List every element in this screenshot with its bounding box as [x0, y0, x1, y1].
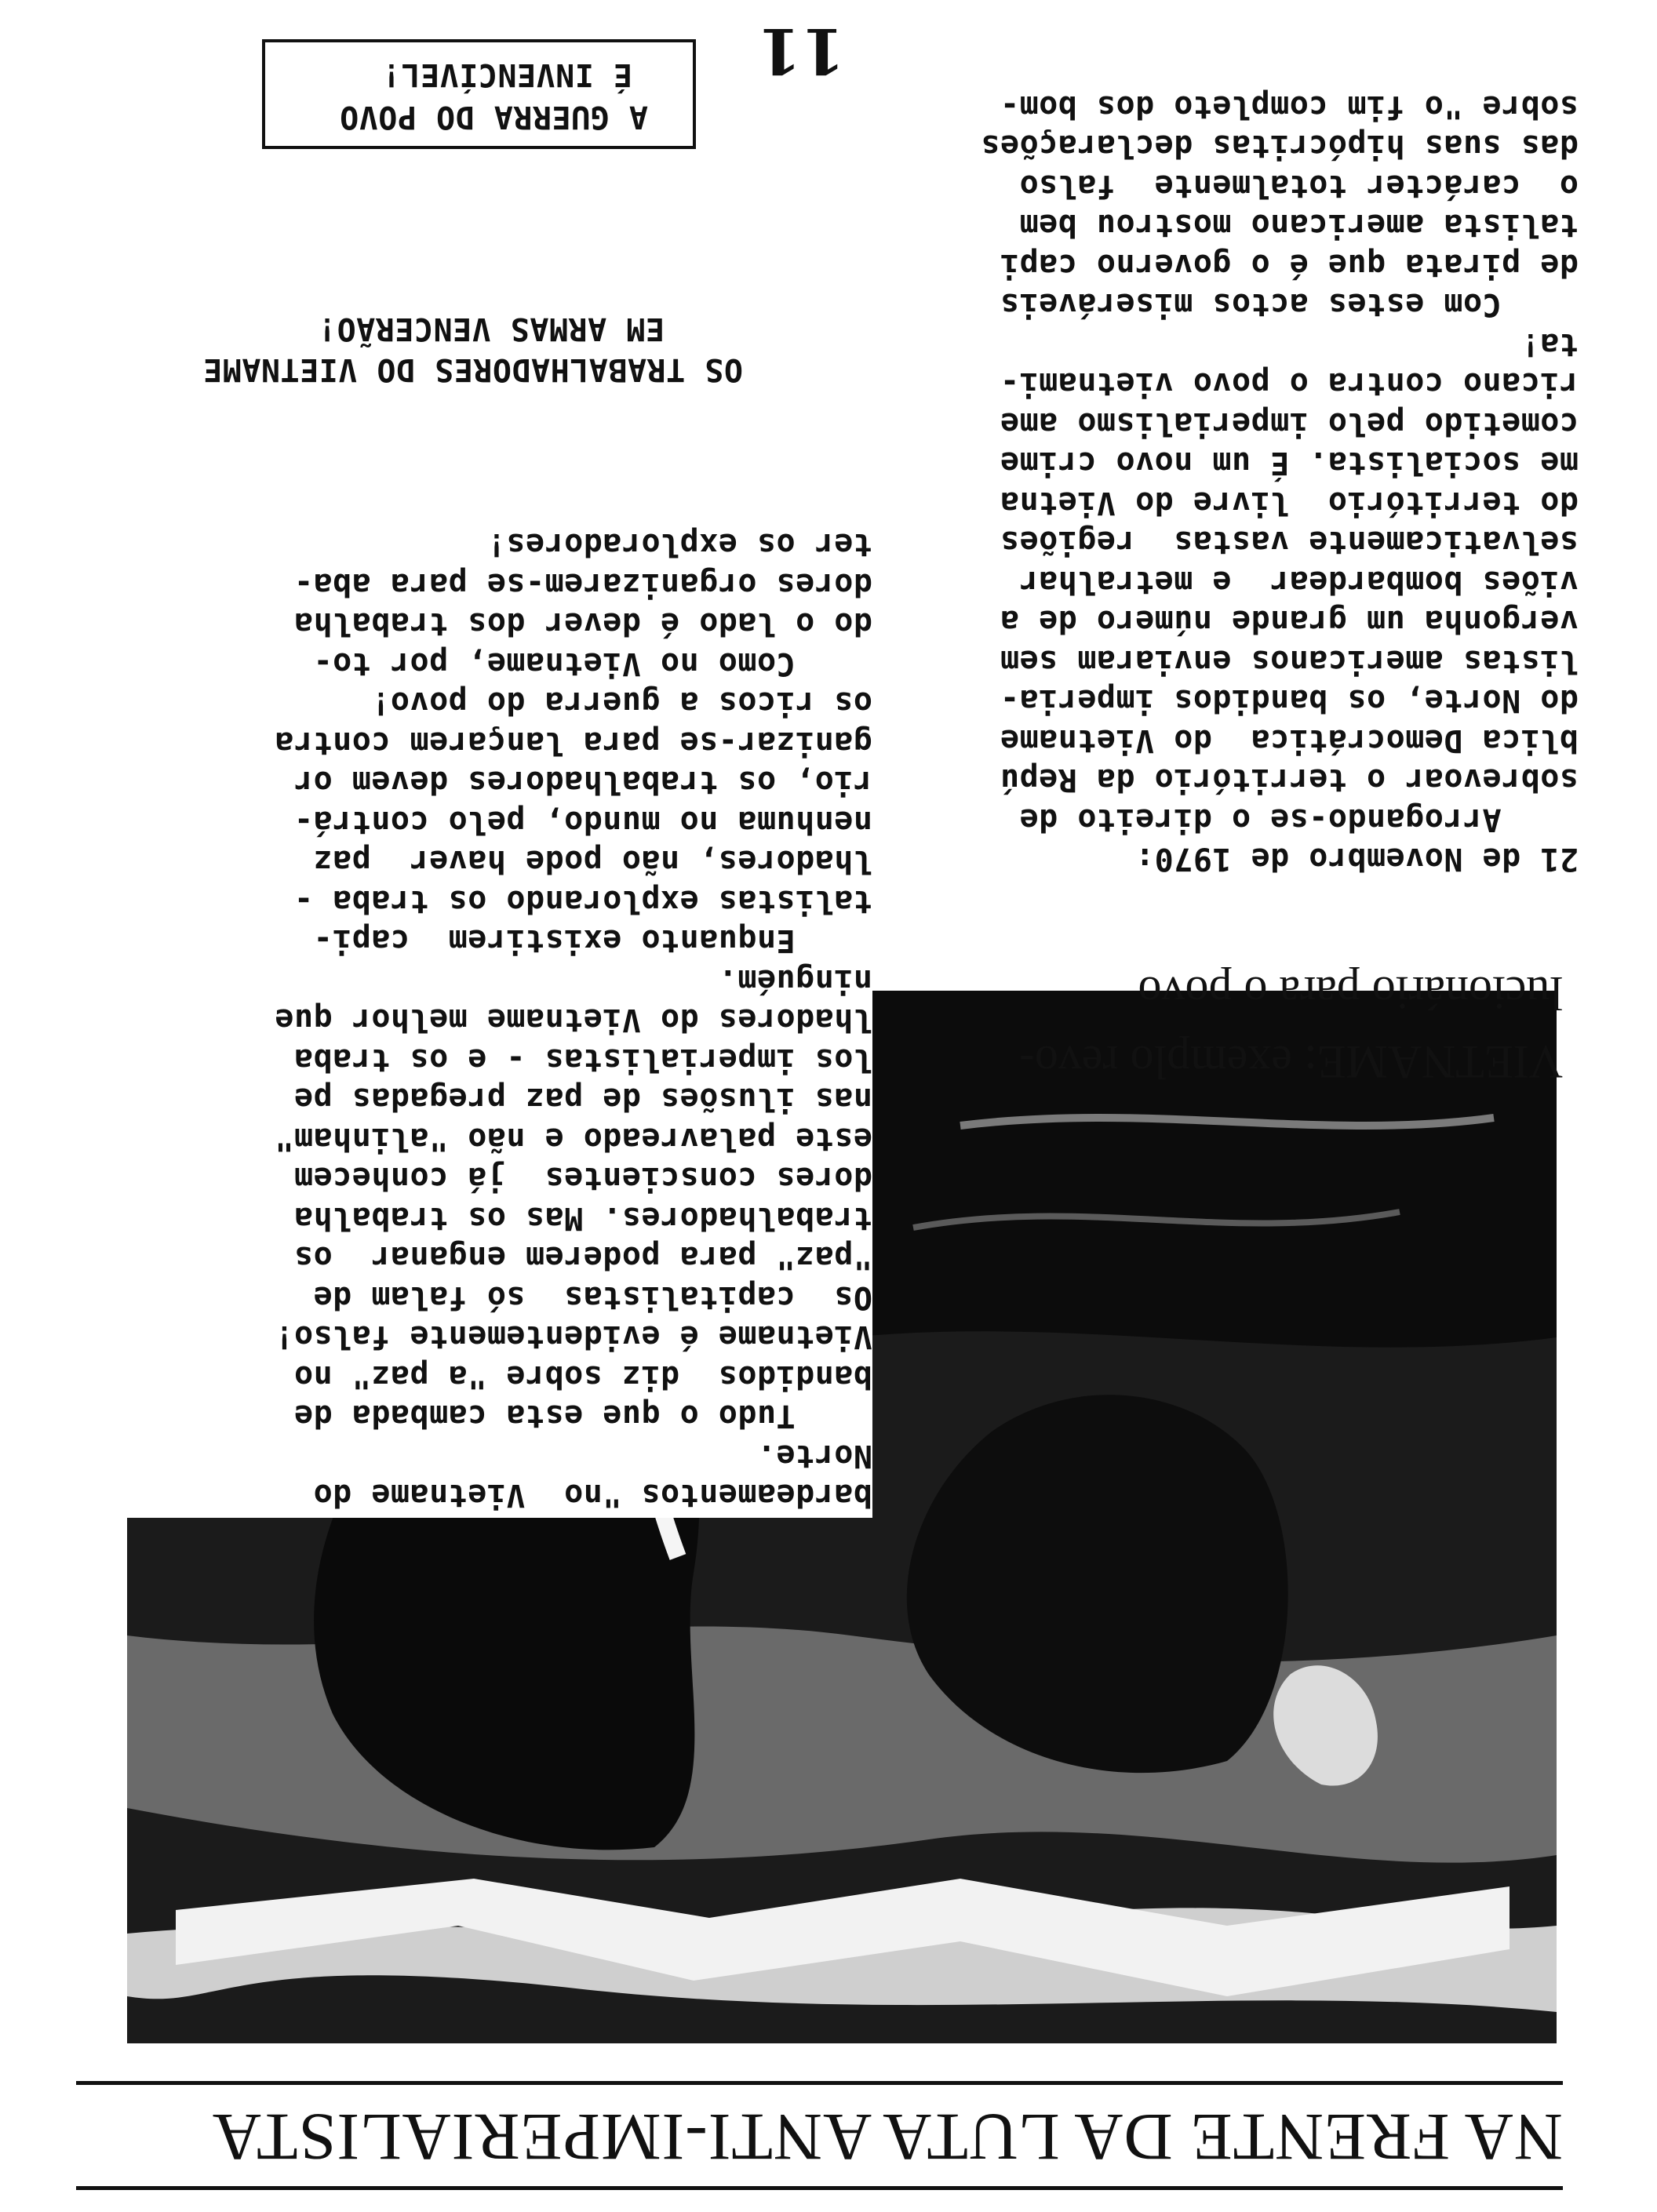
- article-right-column: [794, 55, 1579, 879]
- right-column-line: o carácter totalmente falso: [1019, 168, 1579, 204]
- boxed-slogan-line-1: A GUERRA DO POVO: [339, 99, 648, 135]
- left-column-line: do o lado é dever dos trabalha: [293, 606, 872, 642]
- left-column-line: bandidos diz sobre "a paz" no: [293, 1359, 872, 1395]
- victory-line-2: EM ARMAS VENCERÃO!: [317, 311, 665, 347]
- victory-line-1: OS TRABALHADORES DO VIETNAME: [202, 351, 743, 387]
- left-column-line: lhadores do Vietname melhor que: [274, 1002, 872, 1038]
- page-headline: NA FRENTE DA LUTA ANTI-IMPERIALISTA: [211, 2100, 1563, 2175]
- boxed-slogan: [262, 39, 696, 149]
- left-column-line: ninguém.: [718, 962, 872, 999]
- left-column-line: ganizar-se para lançarem contra: [274, 725, 872, 761]
- right-column-line: sobre "o fim completo dos bom-: [1000, 89, 1579, 125]
- left-column-line: los imperialistas - e os traba: [293, 1042, 872, 1078]
- right-column-line: viões bombardear e metralhar: [1019, 564, 1579, 600]
- left-column-line: Enquanto existirem capi-: [313, 922, 872, 959]
- left-column-line: dores conscientes já conhecem: [293, 1160, 872, 1196]
- right-column-line: vergonha um grande número de a: [1000, 603, 1579, 639]
- left-column-line: lhadores, não pode haver paz: [313, 843, 872, 879]
- left-column-line: este palavreado e não "alinham": [274, 1121, 872, 1157]
- left-column-line: talistas explorando os traba -: [293, 883, 872, 919]
- right-column-line: ta!: [1520, 326, 1579, 362]
- right-column-line: cometido pelo imperialismo ame: [1000, 406, 1579, 442]
- left-column-line: os ricos a guerra do povo!: [370, 685, 872, 721]
- left-column-line: Vietname é evidentemente falso!: [274, 1319, 872, 1355]
- right-column-line: do território livre do Vietna: [1000, 485, 1579, 521]
- left-column-line: Norte.: [756, 1438, 872, 1474]
- right-column-line: das suas hipócritas declarações: [980, 128, 1579, 164]
- left-column-line: rio, os trabalhadores devem or: [293, 764, 872, 800]
- left-column-line: nenhuma no mundo, pelo contrá-: [293, 804, 872, 840]
- headline-bottom-rule: [76, 2081, 1563, 2085]
- right-column-line: listas americanos enviaram sem: [1000, 643, 1579, 679]
- page-number: 11: [757, 14, 845, 88]
- right-column-line: ricano contra o povo vietnami-: [1000, 366, 1579, 402]
- boxed-slogan-line-2: É INVENCÍVEL!: [381, 56, 632, 93]
- left-column-line: bardeamentos "no Vietname do: [313, 1477, 872, 1513]
- left-column-line: Tudo o que esta cambada de: [293, 1398, 872, 1434]
- right-column-line: selvaticamente vastas regiões: [1000, 524, 1579, 560]
- right-column-line: 21 de Novembro de 1970:: [1134, 841, 1579, 877]
- left-column-line: nas ilusões de paz pregadas pe: [293, 1081, 872, 1117]
- left-column-line: ter os exploradores!: [486, 526, 872, 562]
- article-title-line-1: VIETNAME: exemplo revo-: [1018, 1036, 1563, 1088]
- left-column-line: "paz" para poderem enganar os: [293, 1239, 872, 1275]
- right-column-line: de pirata que é o governo capi: [1000, 247, 1579, 283]
- left-column-line: trabalhadores. Mas os trabalha: [293, 1200, 872, 1236]
- right-column-line: do Norte, os bandidos imperia-: [1000, 682, 1579, 719]
- article-left-column: [80, 498, 872, 1518]
- headline-top-rule: [76, 2186, 1563, 2190]
- right-column-line: me socialista. É um novo crime: [1000, 445, 1579, 481]
- left-column-line: Os capitalistas só falam de: [313, 1279, 872, 1315]
- article-title-line-2: lucionário para o povo: [1138, 967, 1563, 1019]
- right-column-line: talista americano mostrou bem: [1019, 207, 1579, 243]
- right-column-line: Com estes actos miseráveis: [1000, 286, 1579, 322]
- left-column-line: Como no Vietname, por to-: [313, 646, 872, 682]
- right-column-line: blica Democrática do Vietname: [1000, 722, 1579, 759]
- right-column-line: sobrevoar o território da Repú: [1000, 762, 1579, 798]
- left-column-line: dores organizarem-se para aba-: [293, 566, 872, 602]
- right-column-line: Arrogando-se o direito de: [1019, 802, 1579, 838]
